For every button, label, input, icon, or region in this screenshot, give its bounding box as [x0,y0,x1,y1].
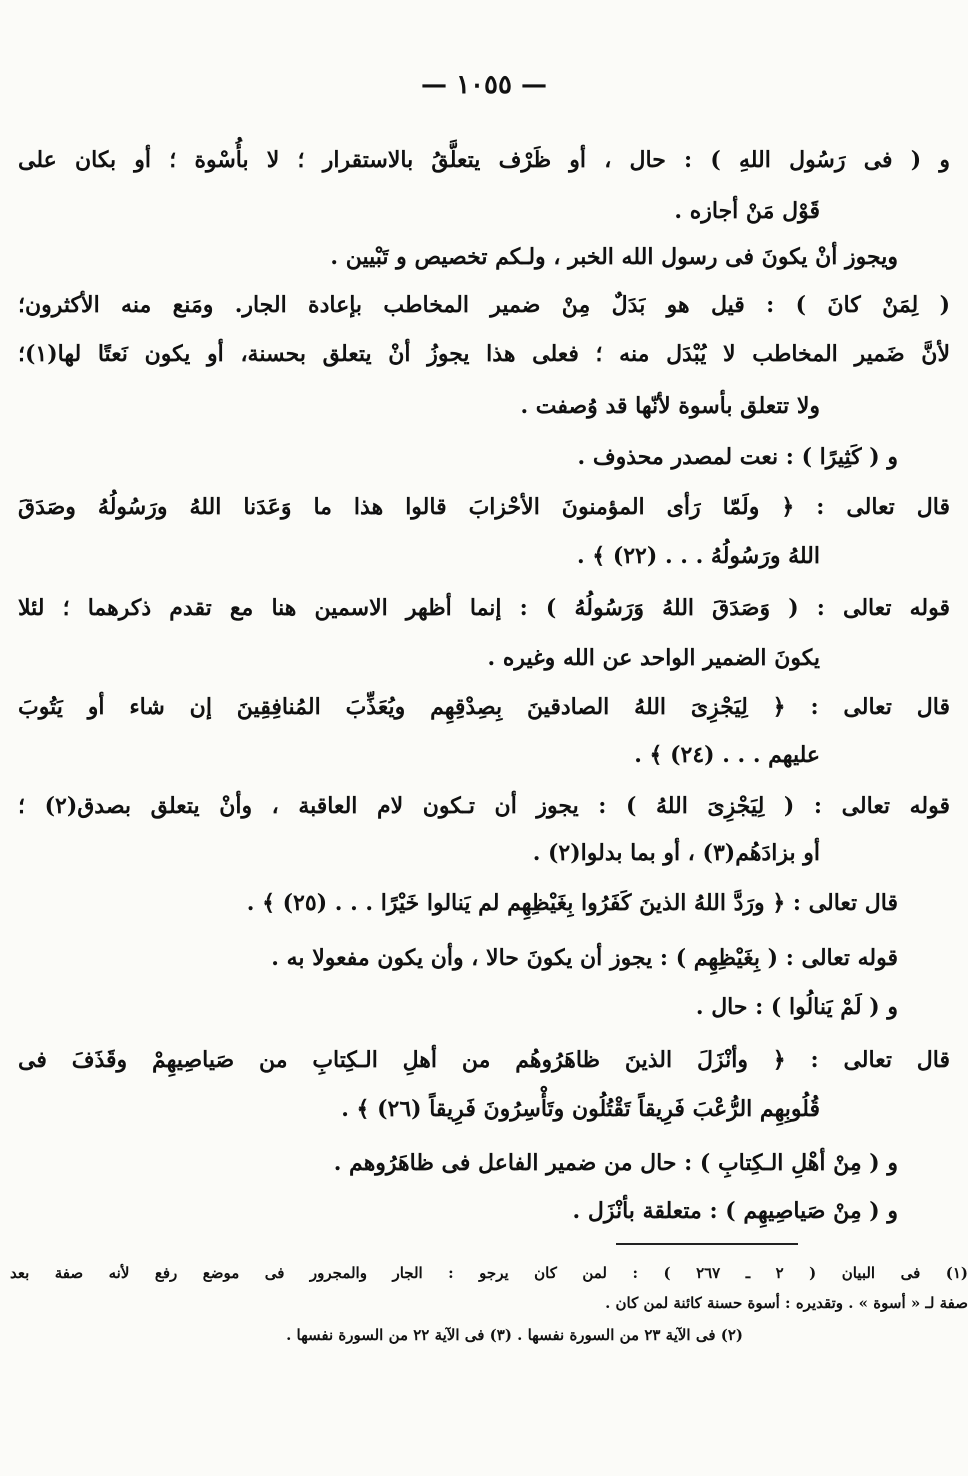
text-line: و ( مِنْ صَياصِيهِم ) : متعلقة بأنْزَل . [572,1198,898,1224]
text-line: عليهم . . . (٢٤) ﴾ . [634,742,820,768]
text-line: و ( مِنْ أهْلِ الـكِتابِ ) : حال من ضمير الفاعل فى ظاهَرُوهم . [333,1150,898,1176]
text-line: قال تعالى : ﴿ لِيَجْزِىَ اللهُ الصادقينَ بِصِدْقِهِم ويُعَذِّبَ المُنافِقِينَ إن شاء أو يَتُوبَ [18,694,950,720]
text-line: لأنَّ ضَمير المخاطب لا يُبْدَل منه ؛ فعلى هذا يجوزُ أنْ يتعلق بحسنة، أو يكون نَعتًا لها(١)؛ [18,341,950,367]
text-line: قُلُوبِهِم الرُّعْبَ فَرِيقاً تَقْتُلُون وتَأْسِرُونَ فَرِيقاً (٢٦) ﴾ . [341,1096,820,1122]
page-number: — ١٠٥٥ — [421,70,547,100]
footnote-line: (١) فى البيان ( ٢ ـ ٢٦٧ ) : لمن كان يرجو : الجار والمجرور فى موضع رفع لأنه صفة بعد [10,1264,968,1282]
footnote-line: صفة لـ « أسوة » . وتقديره : أسوة حسنة كائنة لمن كان . [605,1294,968,1312]
text-line: اللهُ ورَسُولُهُ . . . (٢٢) ﴾ . [576,543,820,569]
text-line: ( لِمَنْ كانَ ) : قيل هو بَدَلٌ مِنْ ضمير المخاطب بإعادة الجار. ومَنع منه الأكثرون؛ [18,292,950,318]
footnote-separator [616,1243,798,1245]
text-line: و ( كَثِيرًا ) : نعت لمصدر محذوف . [577,444,898,470]
text-line: ولا تتعلق بأسوة لأنّها قد وُصفت . [520,393,820,419]
text-line: قال تعالى : ﴿ ورَدَّ اللهُ الذينَ كَفَرُوا بِغَيْظِهِم لم يَنالوا خَيْرًا . . . (٢٥) ﴾ . [246,890,898,916]
footnote-line: (٢) فى الآية ٢٣ من السورة نفسها . (٣) فى الآية ٢٢ من السورة نفسها . [286,1326,743,1344]
text-line: يكونَ الضمير الواحد عن الله وغيره . [487,645,820,671]
text-line: و ( لَمْ يَنالُوا ) : حال . [695,994,898,1020]
text-line: ويجوز أنْ يكونَ فى رسول الله الخبر ، ولـكم تخصيص و تَبْيين . [330,244,898,270]
text-line: قوله تعالى : ( وَصَدَقَ اللهُ وَرَسُولُهُ ) : إنما أظهر الاسمين هنا مع تقدم ذكرهما ؛ لئلا [18,595,950,621]
text-line: قوله تعالى : ( بِغَيْظِهِم ) : يجوز أن يكونَ حالا ، وأن يكون مفعولا به . [271,945,898,971]
text-line: أو بزادَهُم(٣) ، أو بما بدلوا(٢) . [532,840,820,866]
text-line: قال تعالى : ﴿ وأنْزَلَ الذينَ ظاهَرُوهُم من أهلِ الـكِتابِ من صَياصِيهِمْ وقَذَفَ فى [18,1047,950,1073]
text-line: قال تعالى : ﴿ ولَمّا رَأى المؤمنونَ الأحْزابَ قالوا هذا ما وَعَدَنا اللهُ ورَسُولُهُ وصَدَقَ [18,494,950,520]
text-line: قوله تعالى : ( لِيَجْزِىَ اللهُ ) : يجوز أن تـكون لام العاقبة ، وأنْ يتعلق بصدق(٢) ؛ [18,793,951,819]
text-line: قَوْل مَنْ أجازه . [674,198,820,224]
text-line: و ( فى رَسُول اللهِ ) : حال ، أو ظَرْف يتعلَّقُ بالاستقرار ؛ لا بأُسْوة ؛ أو بكان على [18,147,950,173]
